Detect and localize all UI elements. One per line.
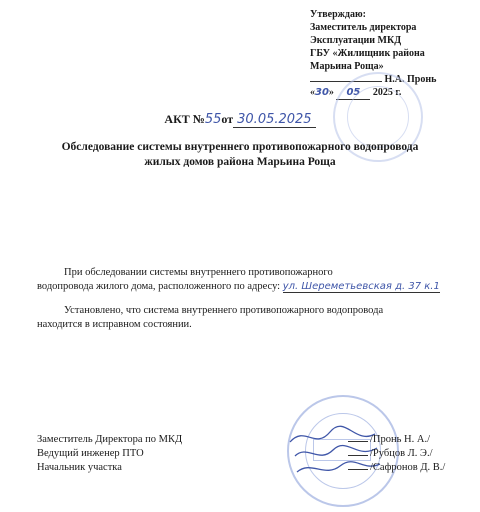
role-site-chief: Начальник участка — [37, 462, 122, 473]
approval-line-4: Марьина Роща» — [310, 61, 384, 72]
paragraph-inspection — [37, 266, 467, 294]
para1-line1: При обследовании системы внутреннего противопожарного — [64, 267, 333, 278]
act-from: от — [221, 112, 234, 126]
act-subject — [20, 140, 460, 170]
signature-names — [348, 433, 445, 475]
address-handwritten: ул. Шереметьевская д. 37 к.1 — [282, 281, 440, 292]
name-safronov: /Сафронов Д. В./ — [370, 462, 446, 473]
approval-year: 2025 г. — [372, 87, 402, 98]
approval-line-1: Заместитель директора — [310, 22, 417, 33]
name-pron: /Пронь Н. А./ — [370, 434, 430, 445]
approval-date-row: «30» 05 2025 г. — [310, 87, 402, 98]
approval-day: 30 — [315, 87, 329, 98]
approval-line-2: Эксплуатации МКД — [310, 35, 402, 46]
approval-signer: Н.А. Пронь — [384, 74, 437, 85]
role-lead-engineer: Ведущий инженер ПТО — [37, 448, 144, 459]
subject-line-1: Обследование системы внутреннего противопожарного водопровода — [61, 141, 419, 153]
act-number: 55 — [204, 112, 222, 127]
signature-roles — [37, 433, 182, 475]
approval-line-3: ГБУ «Жилищник района — [310, 48, 425, 59]
act-date: 30.05.2025 — [233, 112, 315, 128]
subject-line-2: жилых домов района Марьина Роща — [144, 156, 336, 168]
para1-line2: водопровода жилого дома, расположенного по адресу: ул. Шереметьевская д. 37 к.1 — [37, 281, 440, 292]
name-rubtsov: /Рубцов Л. Э./ — [370, 448, 433, 459]
act-title — [0, 112, 480, 127]
act-prefix: АКТ № — [164, 112, 205, 126]
approval-month: 05 — [346, 87, 361, 98]
para2-line2: находится в исправном состоянии. — [37, 319, 192, 330]
approval-heading: Утверждаю: — [310, 9, 366, 20]
para2-line1: Установлено, что система внутреннего противопожарного водопровода — [64, 305, 384, 316]
role-deputy-director: Заместитель Директора по МКД — [37, 434, 183, 445]
paragraph-conclusion — [37, 304, 467, 332]
